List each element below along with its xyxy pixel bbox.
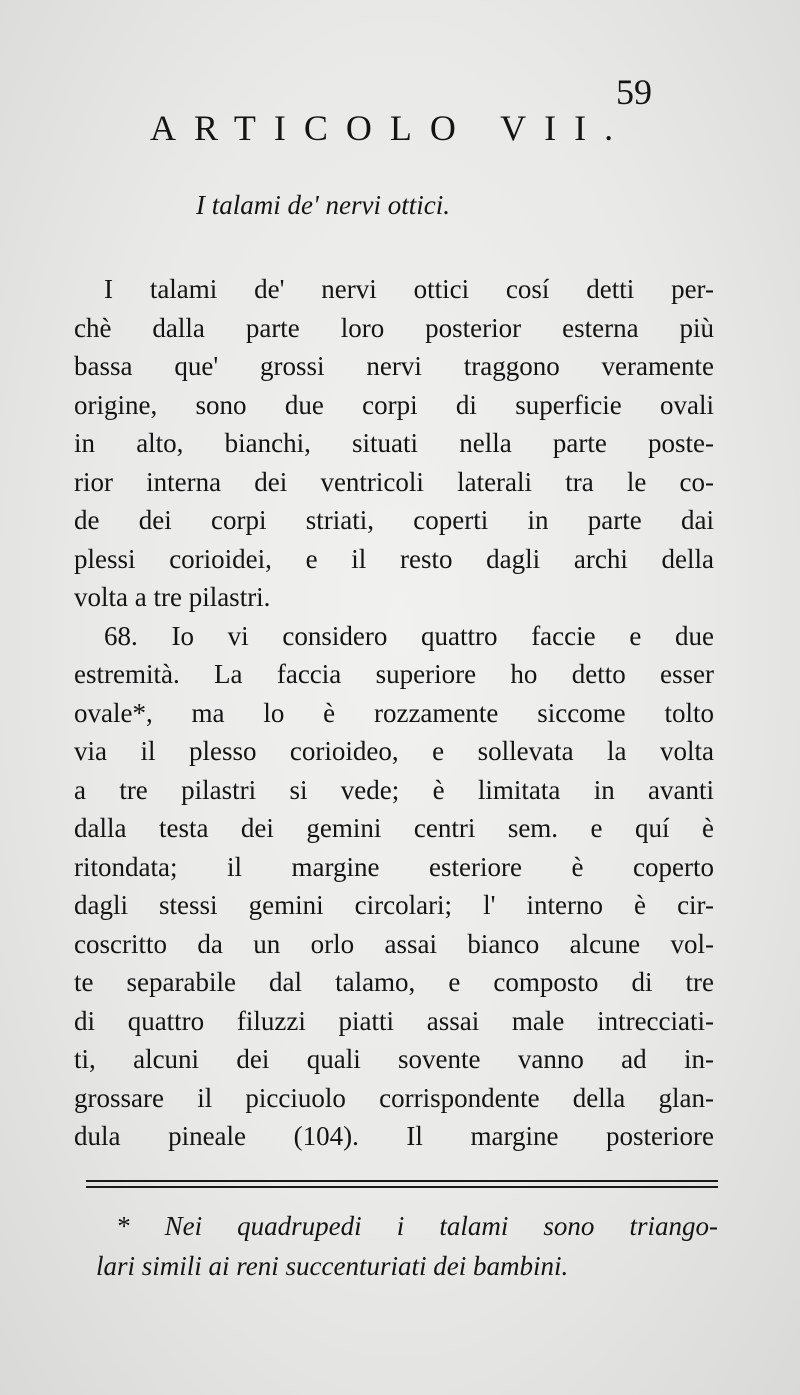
article-subtitle: I talami de' nervi ottici. <box>196 190 450 220</box>
text-line: bassa que' grossi nervi traggono veramente <box>74 351 714 381</box>
page-number: 59 <box>616 72 652 112</box>
text-line: ovale*, ma lo è rozzamente siccome tolto <box>74 697 714 728</box>
text-line: in alto, bianchi, situati nella parte poste- <box>74 428 714 458</box>
text-line: rior interna dei ventricoli laterali tra le co- <box>74 466 714 497</box>
text-line: via il plesso corioideo, e sollevata la volta <box>74 736 714 766</box>
body-text <box>74 270 714 1156</box>
text-line: estremità. La faccia superiore ho detto esser <box>74 659 714 689</box>
text-line: volta a tre pilastri. <box>74 582 271 612</box>
text-line: chè dalla parte loro posterior esterna più <box>74 312 714 343</box>
text-line: ti, alcuni dei quali sovente vanno ad in- <box>74 1044 714 1074</box>
text-line: de dei corpi striati, coperti in parte dai <box>74 505 714 535</box>
text-line: 68. Io vi considero quattro faccie e due <box>104 620 714 651</box>
footnote <box>96 1206 718 1286</box>
text-line: dula pineale (104). Il margine posteriore <box>74 1121 714 1151</box>
article-title: ARTICOLO VII. <box>150 108 632 148</box>
text-line: grossare il picciuolo corrispondente della glan- <box>74 1082 714 1113</box>
text-line: dagli stessi gemini circolari; l' interno è cir- <box>74 890 714 920</box>
text-line: coscritto da un orlo assai bianco alcune vol- <box>74 928 714 959</box>
text-line: plessi corioidei, e il resto dagli archi della <box>74 543 714 574</box>
text-line: ritondata; il margine esteriore è coperto <box>74 851 714 882</box>
footnote-divider-rule <box>86 1180 718 1182</box>
text-line: di quattro filuzzi piatti assai male intrecciati- <box>74 1005 714 1036</box>
text-line: I talami de' nervi ottici cosí detti per- <box>104 274 714 304</box>
text-line: dalla testa dei gemini centri sem. e quí è <box>74 813 714 843</box>
text-line: a tre pilastri si vede; è limitata in avanti <box>74 774 714 805</box>
text-line: origine, sono due corpi di superficie ovali <box>74 389 714 420</box>
footnote-line: lari simili ai reni succenturiati dei bambini. <box>96 1251 569 1281</box>
footnote-divider-rule <box>86 1186 718 1188</box>
text-line: te separabile dal talamo, e composto di tre <box>74 967 714 997</box>
footnote-line: * Nei quadrupedi i talami sono triango- <box>116 1211 718 1241</box>
